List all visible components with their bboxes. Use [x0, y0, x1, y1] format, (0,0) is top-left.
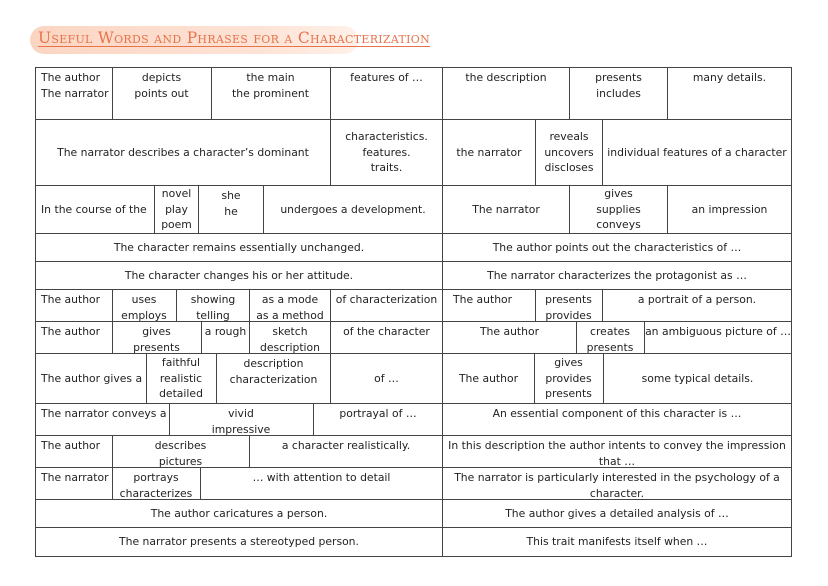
r6-subject2	[442, 289, 536, 322]
r8-verb2-1: gives	[554, 356, 583, 370]
r9-adj-2: impressive	[211, 422, 271, 436]
r7-verb-1: gives	[142, 325, 171, 338]
r1-adj-2: the prominent	[232, 86, 309, 100]
r7-verb2-2: presents	[586, 340, 634, 354]
r8-adj-2: realistic	[159, 371, 203, 385]
r2-noun-1: characteristics.	[345, 130, 428, 144]
r7-subject2-text: The author	[479, 325, 540, 338]
r3-obj	[667, 185, 792, 234]
r3-pron-2: he	[224, 204, 238, 218]
r6-ger	[176, 289, 250, 322]
r6-verb2-2: provides	[545, 308, 592, 322]
r13-right	[442, 527, 792, 557]
r6-of-text: of characterization	[335, 293, 438, 306]
r9-adj-1: vivid	[228, 407, 254, 420]
r8-of	[330, 353, 443, 404]
r7-subject2	[442, 321, 577, 354]
r8-subject2	[442, 353, 535, 404]
r10-right-2: that …	[598, 454, 636, 468]
r7-obj	[644, 321, 792, 354]
r6-ger-2: telling	[196, 308, 230, 322]
r6-mode	[249, 289, 331, 322]
r13-right-text: This trait manifests itself when …	[526, 535, 708, 549]
r8-adjs	[146, 353, 217, 404]
r2-noun-3: traits.	[370, 161, 403, 175]
r12-left	[35, 499, 443, 528]
r11-subject	[35, 467, 113, 500]
r3-lead-text: In the course of the	[41, 202, 147, 216]
r8-adj-3: detailed	[159, 387, 203, 401]
r4-right	[442, 233, 792, 262]
r10-obj	[249, 435, 443, 468]
page-title: Useful Words and Phrases for a Characterization	[38, 29, 431, 47]
r7-subject	[35, 321, 113, 354]
r2-verbs	[535, 119, 603, 186]
r2-verb-3: discloses	[544, 161, 594, 175]
r5-right-text: The narrator characterizes the protagonist as …	[487, 268, 747, 282]
r13-left-text: The narrator presents a stereotyped person.	[119, 535, 359, 549]
r3-rest-text: undergoes a development.	[280, 202, 426, 216]
r3-verb-1: gives	[604, 187, 633, 201]
r8-of-text: of …	[374, 371, 399, 385]
r5-right	[442, 261, 792, 290]
r1-subject-1: The author	[41, 71, 101, 84]
r9-noun-text: portrayal of …	[339, 407, 417, 420]
r10-verb-2: pictures	[158, 454, 203, 468]
r11-right-2: character.	[589, 486, 645, 500]
r7-noun-2: description	[259, 340, 321, 354]
r1-desc	[442, 67, 570, 120]
r1-verb2	[569, 67, 668, 120]
r9-right	[442, 403, 792, 436]
r3-subject-text: The narrator	[472, 202, 540, 216]
r1-obj	[667, 67, 792, 120]
r1-desc-text: the description	[465, 71, 547, 84]
r8-verb2-2: provides	[545, 371, 592, 385]
r2-obj	[602, 119, 792, 186]
r7-adj	[201, 321, 250, 354]
r7-subject-text: The author	[41, 325, 101, 338]
r3-media-2: play	[165, 202, 188, 216]
r3-pron	[198, 185, 264, 234]
r5-left	[35, 261, 443, 290]
r9-lead-text: The narrator conveys a	[41, 407, 167, 420]
r12-right-text: The author gives a detailed analysis of …	[505, 506, 729, 520]
r1-verb2-1: presents	[595, 71, 642, 84]
r5-left-text: The character changes his or her attitude.	[124, 268, 354, 282]
r8-noun-2: characterization	[229, 372, 318, 386]
r2-lead-text: The narrator describes a character’s dominant	[57, 145, 309, 159]
r9-right-text: An essential component of this character is …	[492, 407, 742, 420]
r11-verb-1: portrays	[133, 471, 179, 484]
r2-verb-1: reveals	[549, 130, 589, 144]
r1-verb-1: depicts	[141, 71, 182, 84]
r8-verbs2	[534, 353, 604, 404]
r1-adj	[211, 67, 331, 120]
r3-media-3: poem	[161, 218, 192, 232]
r6-mode-2: as a method	[256, 308, 324, 322]
r10-right	[442, 435, 792, 468]
r7-nouns	[249, 321, 331, 354]
r4-left-text: The character remains essentially unchanged.	[113, 240, 365, 254]
r6-subject2-text: The author	[453, 293, 513, 306]
r1-obj-text: many details.	[692, 71, 767, 84]
r10-obj-text: a character realistically.	[281, 439, 411, 452]
r7-of	[330, 321, 443, 354]
r3-media	[154, 185, 199, 234]
r11-verbs	[112, 467, 201, 500]
r11-right-1: The narrator is particularly interested in the psychology of a	[454, 471, 780, 484]
r6-obj	[602, 289, 792, 322]
r6-verb-2: employs	[121, 308, 167, 322]
r10-subject	[35, 435, 113, 468]
r2-obj-text: individual features of a character	[607, 145, 787, 159]
r12-right	[442, 499, 792, 528]
r10-verb-1: describes	[154, 439, 207, 452]
r7-verbs	[112, 321, 202, 354]
r8-obj-text: some typical details.	[641, 371, 754, 385]
r11-obj-text: … with attention to detail	[252, 471, 391, 484]
r10-verbs	[112, 435, 250, 468]
r6-obj-text: a portrait of a person.	[637, 293, 757, 306]
r11-obj	[200, 467, 443, 500]
r6-ger-1: showing	[190, 293, 236, 306]
r11-right	[442, 467, 792, 500]
r7-of-text: of the character	[343, 325, 430, 338]
r4-left	[35, 233, 443, 262]
r1-noun	[330, 67, 443, 120]
r3-subject	[442, 185, 570, 234]
r8-nouns	[216, 353, 331, 404]
r2-lead	[35, 119, 331, 186]
r6-verbs2	[535, 289, 603, 322]
r6-of	[330, 289, 443, 322]
r2-verb-2: uncovers	[544, 145, 594, 159]
r8-obj	[603, 353, 792, 404]
r7-verb2-1: creates	[590, 325, 630, 338]
r3-obj-text: an impression	[691, 202, 768, 216]
r1-subject	[35, 67, 113, 120]
r8-lead-text: The author gives a	[41, 371, 143, 385]
r3-verbs	[569, 185, 668, 234]
r8-adj-1: faithful	[161, 356, 201, 370]
r6-verb2-1: presents	[545, 293, 592, 306]
r10-right-1: In this description the author intents to convey the impression	[448, 439, 786, 452]
r1-subject-2: The narrator	[41, 86, 109, 100]
r3-verb-2: supplies	[596, 202, 641, 216]
r7-verbs2	[576, 321, 645, 354]
r1-adj-1: the main	[246, 71, 295, 84]
r13-left	[35, 527, 443, 557]
r8-verb2-3: presents	[545, 387, 592, 401]
r11-subject-text: The narrator	[41, 471, 109, 484]
r9-lead	[35, 403, 170, 436]
r2-nouns	[330, 119, 443, 186]
r1-verb	[112, 67, 212, 120]
r6-subject-text: The author	[41, 293, 101, 306]
r6-mode-1: as a mode	[261, 293, 319, 306]
r8-noun-1: description	[243, 357, 304, 370]
r8-lead	[35, 353, 147, 404]
r3-verb-3: conveys	[596, 218, 641, 232]
r10-subject-text: The author	[41, 439, 101, 452]
phrase-table	[35, 67, 792, 557]
r7-noun-1: sketch	[272, 325, 308, 338]
r7-verb-2: presents	[133, 340, 180, 354]
r8-subject2-text: The author	[458, 371, 519, 385]
r1-noun-text: features of …	[350, 71, 423, 84]
r3-lead	[35, 185, 155, 234]
r12-left-text: The author caricatures a person.	[150, 506, 328, 520]
r1-verb2-2: includes	[596, 86, 641, 100]
r6-verb-1: uses	[131, 293, 157, 306]
r2-noun-2: features.	[362, 145, 411, 159]
r3-media-1: novel	[161, 187, 192, 201]
r2-subject-text: the narrator	[456, 145, 522, 159]
r6-subject	[35, 289, 113, 322]
r9-adjs	[169, 403, 314, 436]
r11-verb-2: characterizes	[119, 486, 193, 500]
r2-subject	[442, 119, 536, 186]
r3-rest	[263, 185, 443, 234]
r6-verbs	[112, 289, 177, 322]
r4-right-text: The author points out the characteristics of …	[492, 240, 742, 254]
r7-adj-text: a rough	[204, 325, 247, 338]
r3-pron-1: she	[221, 189, 241, 202]
r7-obj-text: an ambiguous picture of …	[645, 325, 791, 338]
r9-noun	[313, 403, 443, 436]
r1-verb-2: points out	[134, 86, 189, 100]
